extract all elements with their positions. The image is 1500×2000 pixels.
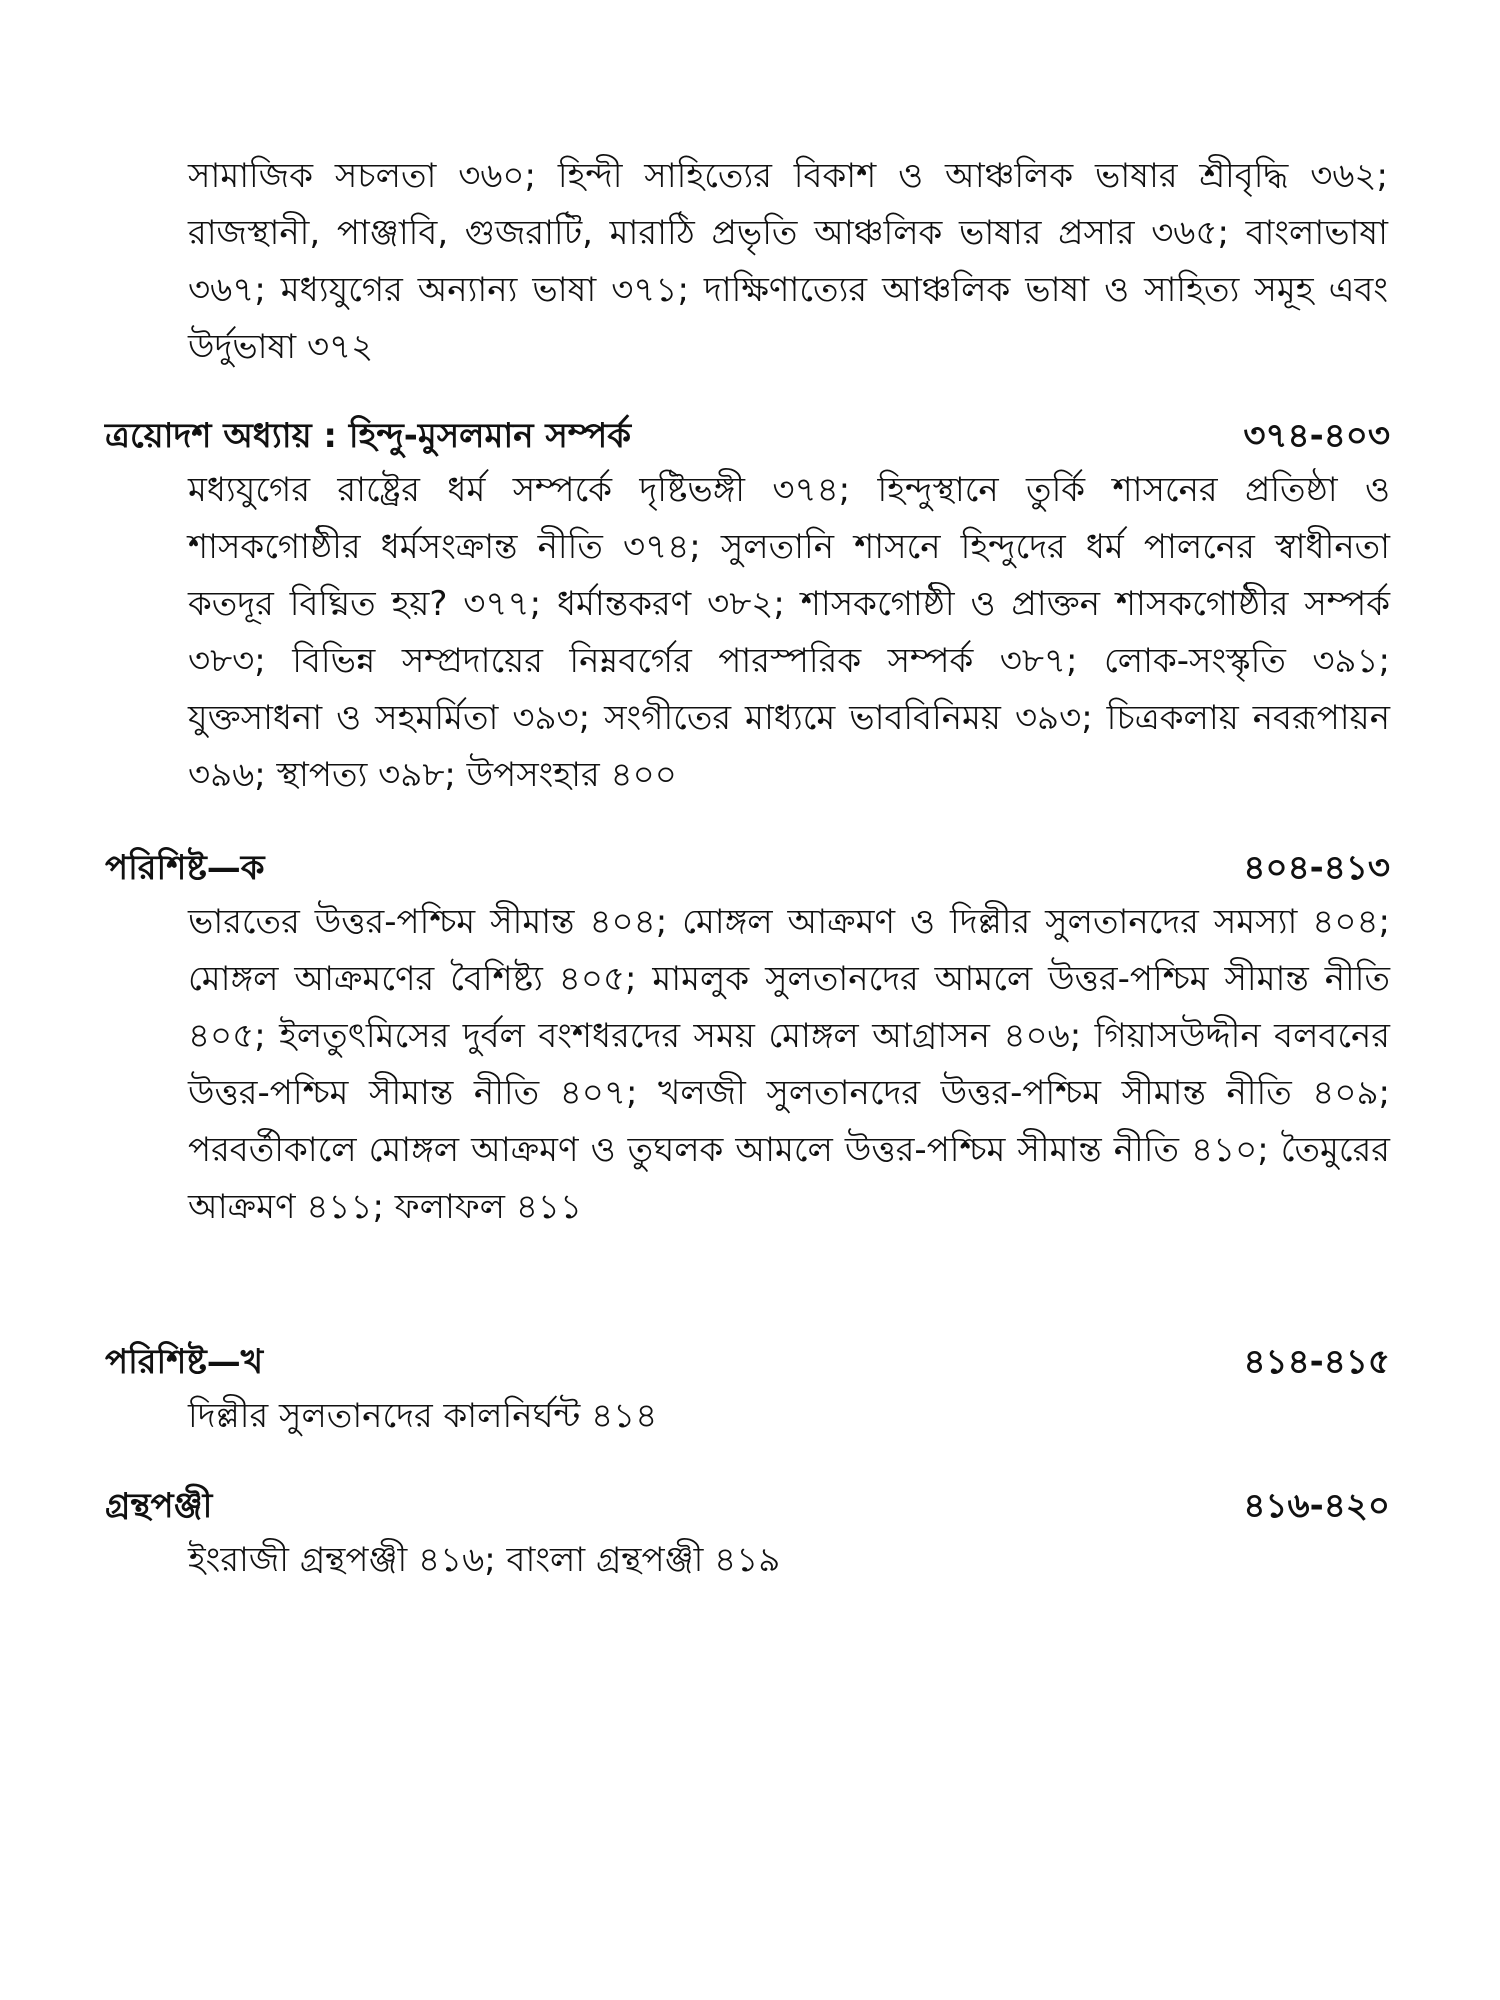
chapter-13-heading <box>105 410 1390 462</box>
chapter-13-entries: মধ্যযুগের রাষ্ট্রের ধর্ম সম্পর্কে দৃষ্টিভঙ্গী ৩৭৪; হিন্দুস্থানে তুর্কি শাসনের প্রতিষ্ঠা ও শাসকগোষ্ঠীর ধর্মসংক্রান্ত নীতি ৩৭৪; সুলতানি শাসনে হিন্দুদের ধর্ম পালনের স্বাধীনতা কতদূর বিঘ্নিত হয়? ৩৭৭; ধর্মান্তকরণ ৩৮২; শাসকগোষ্ঠী ও প্রাক্তন শাসকগোষ্ঠীর সম্পর্ক ৩৮৩; বিভিন্ন সম্প্রদায়ের নিম্নবর্গের পারস্পরিক সম্পর্ক ৩৮৭; লোক-সংস্কৃতি ৩৯১; যুক্তসাধনা ও সহমর্মিতা ৩৯৩; সংগীতের মাধ্যমে ভাববিনিময় ৩৯৩; চিত্রকলায় নবরূপায়ন ৩৯৬; স্থাপত্য ৩৯৮; উপসংহার ৪০০ <box>188 470 1390 795</box>
bibliography-entries: ইংরাজী গ্রন্থপঞ্জী ৪১৬; বাংলা গ্রন্থপঞ্জী ৪১৯ <box>188 1540 781 1580</box>
appendix-ka-title: পরিশিষ্ট—ক <box>105 848 265 888</box>
appendix-ka-heading <box>105 842 1390 894</box>
appendix-kha-entries: দিল্লীর সুলতানদের কালনির্ঘন্ট ৪১৪ <box>188 1396 658 1436</box>
bibliography-section <box>105 1480 1390 1589</box>
appendix-kha-section <box>105 1336 1390 1445</box>
appendix-ka-page-range: ৪০৪-৪১৩ <box>1243 848 1390 888</box>
bibliography-heading <box>105 1480 1390 1532</box>
chapter-13-page-range: ৩৭৪-৪০৩ <box>1243 416 1390 456</box>
chapter-12-continued-entries: সামাজিক সচলতা ৩৬০; হিন্দী সাহিত্যের বিকাশ ও আঞ্চলিক ভাষার শ্রীবৃদ্ধি ৩৬২; রাজস্থানী, পাঞ্জাবি, গুজরাটি, মারাঠি প্রভৃতি আঞ্চলিক ভাষার প্রসার ৩৬৫; বাংলাভাষা ৩৬৭; মধ্যযুগের অন্যান্য ভাষা ৩৭১; দাক্ষিণাত্যের আঞ্চলিক ভাষা ও সাহিত্য সমূহ এবং উর্দুভাষা ৩৭২ <box>188 156 1388 367</box>
bibliography-title: গ্রন্থপঞ্জী <box>105 1486 213 1526</box>
appendix-ka-entries: ভারতের উত্তর-পশ্চিম সীমান্ত ৪০৪; মোঙ্গল আক্রমণ ও দিল্লীর সুলতানদের সমস্যা ৪০৪; মোঙ্গল আক্রমণের বৈশিষ্ট্য ৪০৫; মামলুক সুলতানদের আমলে উত্তর-পশ্চিম সীমান্ত নীতি ৪০৫; ইলতুৎমিসের দুর্বল বংশধরদের সময় মোঙ্গল আগ্রাসন ৪০৬; গিয়াসউদ্দীন বলবনের উত্তর-পশ্চিম সীমান্ত নীতি ৪০৭; খলজী সুলতানদের উত্তর-পশ্চিম সীমান্ত নীতি ৪০৯; পরবর্তীকালে মোঙ্গল আক্রমণ ও তুঘলক আমলে উত্তর-পশ্চিম সীমান্ত নীতি ৪১০; তৈমুরের আক্রমণ ৪১১; ফলাফল ৪১১ <box>188 902 1390 1227</box>
appendix-kha-page-range: ৪১৪-৪১৫ <box>1243 1342 1390 1382</box>
appendix-kha-heading <box>105 1336 1390 1388</box>
chapter-13-section <box>105 410 1390 804</box>
appendix-ka-section <box>105 842 1390 1236</box>
bibliography-page-range: ৪১৬-৪২০ <box>1243 1486 1390 1526</box>
chapter-13-title: ত্রয়োদশ অধ্যায় : হিন্দু-মুসলমান সম্পর্ক <box>105 416 632 456</box>
appendix-kha-title: পরিশিষ্ট—খ <box>105 1342 264 1382</box>
